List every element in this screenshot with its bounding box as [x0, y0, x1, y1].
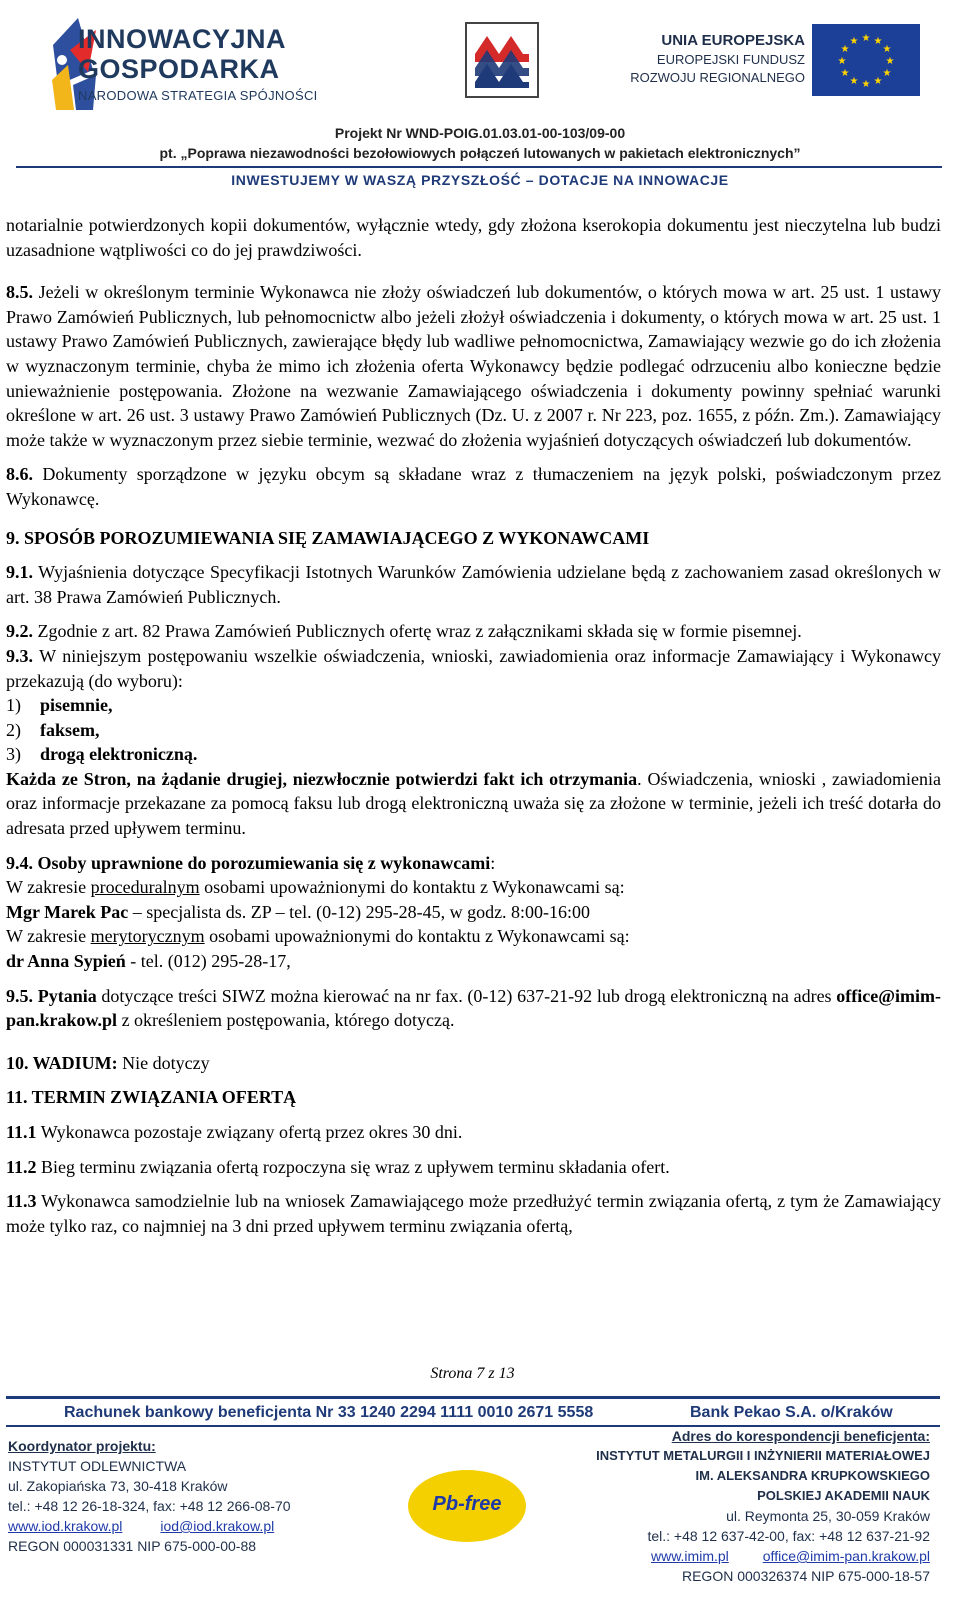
- beneficiary-links: [590, 1546, 930, 1566]
- beneficiary-institute-3: POLSKIEJ AKADEMII NAUK: [757, 1488, 930, 1503]
- heading-text: 11. TERMIN ZWIĄZANIA OFERTĄ: [6, 1087, 297, 1108]
- contact-details: – specjalista ds. ZP – tel. (0-12) 295-28-45, w godz. 8:00-16:00: [128, 901, 591, 922]
- svg-text:★: ★: [840, 44, 850, 55]
- list-number: 1): [6, 695, 21, 716]
- section-text: Dokumenty sporządzone w języku obcym są składane wraz z tłumaczeniem na język polski, poświadczonym przez Wykonawcę.: [6, 464, 941, 509]
- section-number: 8.6.: [6, 464, 33, 485]
- section-9-2: [6, 619, 941, 644]
- coordinator-title: Koordynator projektu:: [8, 1438, 156, 1454]
- section-text: Zgodnie z art. 82 Prawa Zamówień Publicznych ofertę wraz z załącznikami składa się w formie pisemnej.: [33, 621, 802, 642]
- beneficiary-website-link[interactable]: www.imim.pl: [650, 1548, 729, 1564]
- section-text: Wykonawca samodzielnie lub na wniosek Zamawiającego może przedłużyć termin związania ofertą, z tym że Zamawiający może tylko raz, co najmniej na 3 dni przed upływem terminu związania ofertą,: [6, 1191, 941, 1236]
- section-9-4: [6, 851, 941, 876]
- contact-sypien: [6, 949, 941, 974]
- coordinator-phone: tel.: +48 12 26-18-324, fax: +48 12 266-08-70: [8, 1498, 291, 1514]
- document-body: [6, 213, 941, 1238]
- section-number: 9.3.: [6, 645, 33, 666]
- section-text: Wykonawca pozostaje związany ofertą przez okres 30 dni.: [36, 1122, 463, 1142]
- underlined-text: merytorycznym: [90, 926, 205, 947]
- text: osobami upoważnionymi do kontaktu z Wykonawcami są:: [204, 926, 630, 947]
- substantive-contacts: [6, 924, 941, 949]
- project-number: Projekt Nr WND-POIG.01.03.01-00-103/09-00: [334, 125, 626, 141]
- section-8-5: [6, 280, 941, 452]
- institute-logo: [465, 22, 539, 98]
- section-text: Jeżeli w określonym terminie Wykonawca nie złoży oświadczeń lub dokumentów, o których mowa w art. 25 ust. 1 ustawy Prawo Zamówień Publicznych, lub pełnomocnictw albo jeżeli złożył oświadczenia i dokumenty, o których mowa w art. 25 ust. 1 ustawy Prawo Zamówień Publicznych, zawierające błędy lub wadliwe pełnomocnictwa, Zamawiający wezwie go do ich złożenia w wyznaczonym terminie, chyba że mimo ich złożenia oferta Wykonawcy będzie podlegać odrzuceniu albo konieczne będzie unieważnienie postępowania. Złożone na wezwanie Zamawiającego oświadczenia i dokumenty powinny spełniać warunki określone w art. 26 ust. 3 ustawy Prawo Zamówień Publicznych (Dz. U. z 2007 r. Nr 223, poz. 1655, z późn. Zm.). Zamawiający może także w wyznaczonym przez siebie terminie, wezwać do złożenia wyjaśnień dotyczących oświadczeń lub dokumentów.: [6, 282, 941, 450]
- svg-text:★: ★: [873, 76, 883, 87]
- page-number: Strona 7 z 13: [430, 1365, 515, 1382]
- ig-subtitle: NARODOWA STRATEGIA SPÓJNOŚCI: [78, 88, 318, 103]
- ue-line3: ROZWOJU REGIONALNEGO: [630, 70, 805, 85]
- pb-free-label: Pb-free: [432, 1493, 502, 1515]
- list-label: faksem,: [40, 719, 100, 740]
- svg-text:★: ★: [885, 56, 895, 67]
- list-number: 3): [6, 744, 21, 765]
- confirmation-bold: Każda ze Stron, na żądanie drugiej, niezwłocznie potwierdzi fakt ich otrzymania: [6, 768, 638, 789]
- coordinator-institute: INSTYTUT ODLEWNICTWA: [8, 1458, 187, 1474]
- contact-name: Mgr Marek Pac: [6, 901, 129, 922]
- footer-divider: [6, 1396, 940, 1399]
- coordinator-website-link[interactable]: www.iod.krakow.pl: [8, 1518, 123, 1534]
- procedural-contacts: [6, 875, 941, 900]
- svg-text:★: ★: [882, 68, 892, 79]
- svg-text:★: ★: [849, 36, 859, 47]
- list-item: [6, 742, 941, 767]
- page-header: [0, 0, 960, 200]
- section-heading: 9.4. Osoby uprawnione do porozumiewania się z wykonawcami: [6, 852, 491, 873]
- svg-text:★: ★: [840, 68, 850, 79]
- svg-text:★: ★: [849, 76, 859, 87]
- list-item: [6, 693, 941, 718]
- section-8-6: [6, 462, 941, 511]
- ig-title-line1: INNOWACYJNA: [78, 24, 287, 54]
- section-9-5: [6, 984, 941, 1033]
- invest-slogan: INWESTUJEMY W WASZĄ PRZYSZŁOŚĆ – DOTACJE NA INNOWACJE: [231, 172, 729, 188]
- beneficiary-institute-1: INSTYTUT METALURGII I INŻYNIERII MATERIAŁOWEJ: [596, 1448, 930, 1463]
- heading-10: [6, 1051, 941, 1076]
- contact-pac: [6, 900, 941, 925]
- header-divider: [16, 166, 942, 168]
- underlined-text: proceduralnym: [90, 877, 200, 898]
- coordinator-regon: REGON 000031331 NIP 675-000-00-88: [8, 1538, 257, 1554]
- eu-flag-icon: [812, 24, 920, 96]
- coordinator-info: [8, 1436, 291, 1556]
- section-text: dotyczące treści SIWZ można kierować na nr fax. (0-12) 637-21-92 lub drogą elektroniczną na adres: [96, 985, 837, 1006]
- section-number: 8.5.: [6, 282, 33, 303]
- svg-text:★: ★: [873, 36, 883, 47]
- contact-details: - tel. (012) 295-28-17,: [125, 951, 291, 972]
- list-number: 2): [6, 719, 21, 740]
- section-11-3: [6, 1189, 941, 1238]
- section-text: W niniejszym postępowaniu wszelkie oświadczenia, wnioski, zawiadomienia oraz informacje Zamawiający i Wykonawcy przekazują (do wyboru):: [6, 645, 941, 691]
- beneficiary-regon: REGON 000326374 NIP 675-000-18-57: [681, 1568, 930, 1584]
- section-heading: 9.5. Pytania: [6, 985, 97, 1006]
- heading-text: 9. SPOSÓB POROZUMIEWANIA SIĘ ZAMAWIAJĄCEGO Z WYKONAWCAMI: [6, 527, 650, 548]
- section-number: 11.3: [6, 1191, 37, 1212]
- section-9-3: [6, 644, 941, 693]
- svg-text:★: ★: [861, 79, 871, 90]
- heading-11: [6, 1085, 941, 1110]
- coordinator-links: [8, 1516, 291, 1536]
- section-text: Wyjaśnienia dotyczące Specyfikacji Istotnych Warunków Zamówienia udzielane będą z zachowaniem zasad określonych w art. 38 Prawa Zamówień Publicznych.: [6, 562, 941, 607]
- coordinator-email-link[interactable]: iod@iod.krakow.pl: [160, 1518, 275, 1534]
- section-number: 9.1.: [6, 562, 33, 583]
- section-text: Bieg terminu związania ofertą rozpoczyna się wraz z upływem terminu składania ofert.: [36, 1156, 670, 1177]
- svg-text:★: ★: [861, 33, 871, 44]
- bank-name: Bank Pekao S.A. o/Kraków: [690, 1404, 893, 1421]
- bank-account: Rachunek bankowy beneficjenta Nr 33 1240 2294 1111 0010 2671 5558: [64, 1404, 594, 1421]
- heading-text: 10. WADIUM:: [6, 1052, 118, 1073]
- beneficiary-phone: tel.: +48 12 637-42-00, fax: +48 12 637-21-92: [647, 1528, 930, 1544]
- beneficiary-email-link[interactable]: office@imim-pan.krakow.pl: [762, 1548, 930, 1564]
- project-title: pt. „Poprawa niezawodności bezołowiowych połączeń lutowanych w pakietach elektronicznych”: [159, 145, 801, 161]
- section-text: z określeniem postępowania, którego dotyczą.: [117, 1010, 455, 1031]
- heading-value: Nie dotyczy: [117, 1052, 210, 1073]
- text: osobami upoważnionymi do kontaktu z Wykonawcami są:: [199, 877, 625, 898]
- section-number: 11.2: [6, 1156, 37, 1177]
- section-11-1: [6, 1120, 941, 1145]
- confirmation-text: . Oświadczenia, wnioski , zawiadomienia oraz informacje przekazane za pomocą faksu lub drogą elektroniczną uważa się za złożone w terminie, jeżeli ich treść dotarła do adresata przed upływem terminu.: [6, 768, 942, 839]
- coordinator-address: ul. Zakopiańska 73, 30-418 Kraków: [8, 1478, 228, 1494]
- beneficiary-institute-2: IM. ALEKSANDRA KRUPKOWSKIEGO: [695, 1468, 930, 1483]
- section-number: 11.1: [6, 1122, 37, 1142]
- list-label: drogą elektroniczną.: [40, 744, 198, 765]
- ig-title-line2: GOSPODARKA: [78, 54, 280, 84]
- list-label: pisemnie,: [40, 695, 113, 716]
- contact-name: dr Anna Sypień: [6, 951, 126, 972]
- confirmation-paragraph: [6, 767, 941, 841]
- heading-9: [6, 526, 941, 551]
- text: W zakresie: [6, 877, 91, 898]
- email-link[interactable]: office@imim-pan.krakow.pl: [6, 985, 941, 1031]
- list-item: [6, 718, 941, 743]
- colon: :: [490, 852, 496, 873]
- ue-line1: UNIA EUROPEJSKA: [661, 32, 805, 49]
- beneficiary-title: Adres do korespondencji beneficjenta:: [671, 1428, 930, 1444]
- svg-text:★: ★: [882, 44, 892, 55]
- svg-text:★: ★: [837, 56, 847, 67]
- text: W zakresie: [6, 926, 91, 947]
- section-number: 9.2.: [6, 621, 33, 642]
- paragraph-continuation: notarialnie potwierdzonych kopii dokumentów, wyłącznie wtedy, gdy złożona kserokopia dokumentu jest nieczytelna lub budzi uzasadnione wątpliwości co do jej prawdziwości.: [6, 215, 941, 260]
- section-9-1: [6, 560, 941, 609]
- beneficiary-address: ul. Reymonta 25, 30-059 Kraków: [726, 1508, 930, 1524]
- beneficiary-info: [590, 1426, 930, 1586]
- ue-line2: EUROPEJSKI FUNDUSZ: [656, 52, 805, 67]
- section-11-2: [6, 1155, 941, 1180]
